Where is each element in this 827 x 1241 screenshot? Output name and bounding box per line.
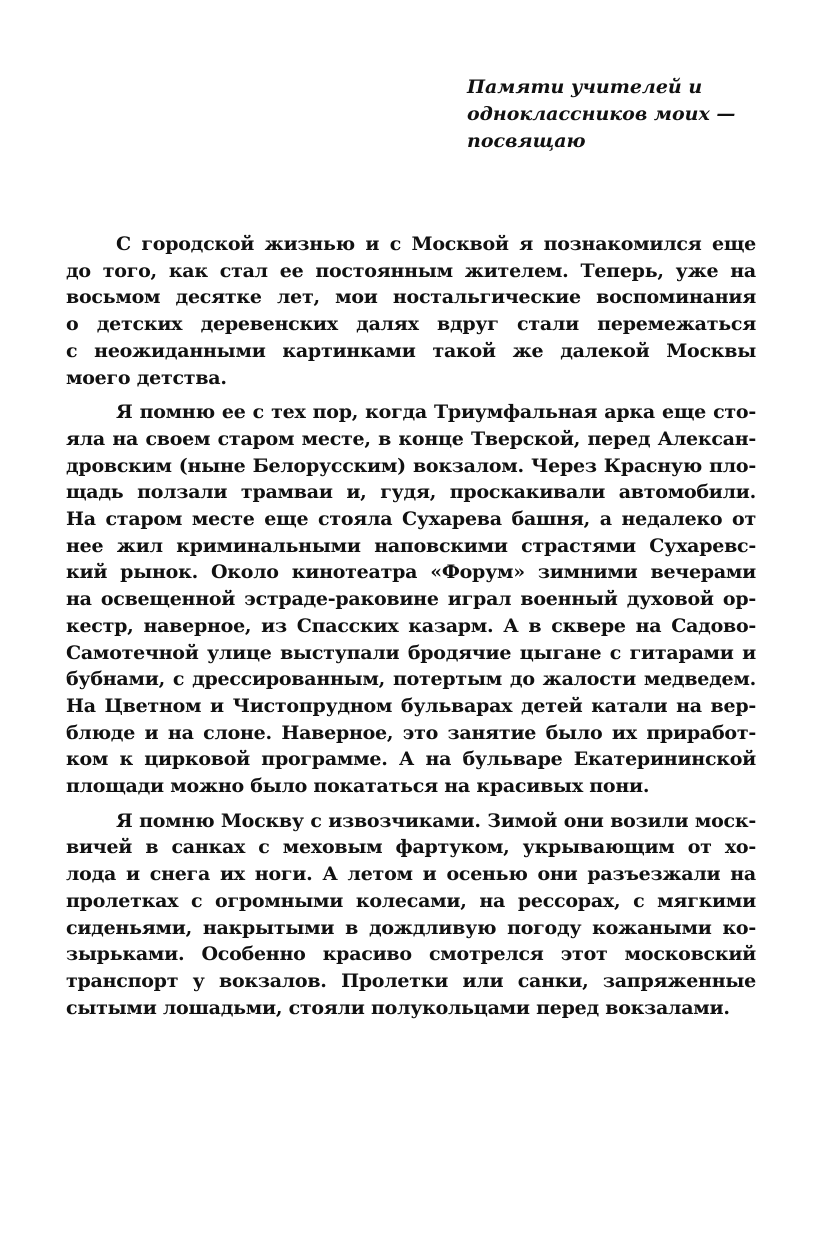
text-line: дровским (ныне Белорусским) вокзалом. Через Красную пло- — [66, 454, 756, 477]
text-line: сиденьями, накрытыми в дождливую погоду кожаными ко- — [66, 916, 756, 939]
text-line: вичей в санках с меховым фартуком, укрывающим от хо- — [66, 836, 756, 859]
text-line: восьмом десятке лет, мои ностальгические воспоминания — [66, 286, 756, 309]
text-line: зырьками. Особенно красиво смотрелся этот московский — [66, 943, 756, 966]
text-line: яла на своем старом месте, в конце Тверской, перед Алексан- — [66, 427, 756, 450]
text-line: На старом месте еще стояла Сухарева башня, а недалеко от — [66, 508, 756, 531]
text-line: с неожиданными картинками такой же далекой Москвы — [66, 339, 756, 362]
paragraph-2 — [66, 399, 756, 800]
text-line: нее жил криминальными наповскими страстями Сухаревс- — [66, 534, 756, 557]
epigraph-line: одноклассников моих — — [467, 103, 736, 125]
text-line: щадь ползали трамваи и, гудя, проскакивали автомобили. — [66, 481, 756, 504]
text-line: Самотечной улице выступали бродячие цыгане с гитарами и — [66, 641, 756, 664]
paragraph-3 — [66, 808, 756, 1022]
text-line: моего детства. — [66, 366, 227, 389]
text-line: ком к цирковой программе. А на бульваре Екатерининской — [66, 748, 756, 771]
text-line: транспорт у вокзалов. Пролетки или санки, запряженные — [66, 969, 756, 992]
main-text — [66, 231, 756, 1029]
text-line: площади можно было покататься на красивых пони. — [66, 775, 650, 798]
text-line: о детских деревенских далях вдруг стали перемежаться — [66, 313, 756, 336]
text-line: кий рынок. Около кинотеатра «Форум» зимними вечерами — [66, 561, 756, 584]
epigraph-line: посвящаю — [467, 130, 586, 152]
epigraph-line: Памяти учителей и — [467, 76, 703, 98]
text-line: блюде и на слоне. Наверное, это занятие было их приработ- — [66, 721, 756, 744]
epigraph — [467, 74, 767, 155]
text-line: до того, как стал ее постоянным жителем. Теперь, уже на — [66, 259, 756, 282]
paragraph-1 — [66, 231, 756, 391]
text-line: Я помню ее с тех пор, когда Триумфальная арка еще сто- — [116, 401, 756, 424]
text-line: С городской жизнью и с Москвой я познакомился еще — [116, 233, 756, 255]
text-line: на освещенной эстраде-раковине играл военный духовой ор- — [66, 588, 756, 611]
text-line: сытыми лошадьми, стояли полукольцами перед вокзалами. — [66, 996, 730, 1019]
text-line: лода и снега их ноги. А летом и осенью они разъезжали на — [66, 863, 756, 886]
text-line: пролетках с огромными колесами, на рессорах, с мягкими — [66, 889, 756, 912]
text-line: кестр, наверное, из Спасских казарм. А в сквере на Садово- — [66, 614, 756, 637]
text-line: бубнами, с дрессированным, потертым до жалости медведем. — [66, 668, 756, 691]
text-line: Я помню Москву с извозчиками. Зимой они возили моск- — [116, 809, 756, 832]
text-line: На Цветном и Чистопрудном бульварах детей катали на вер- — [66, 694, 756, 717]
